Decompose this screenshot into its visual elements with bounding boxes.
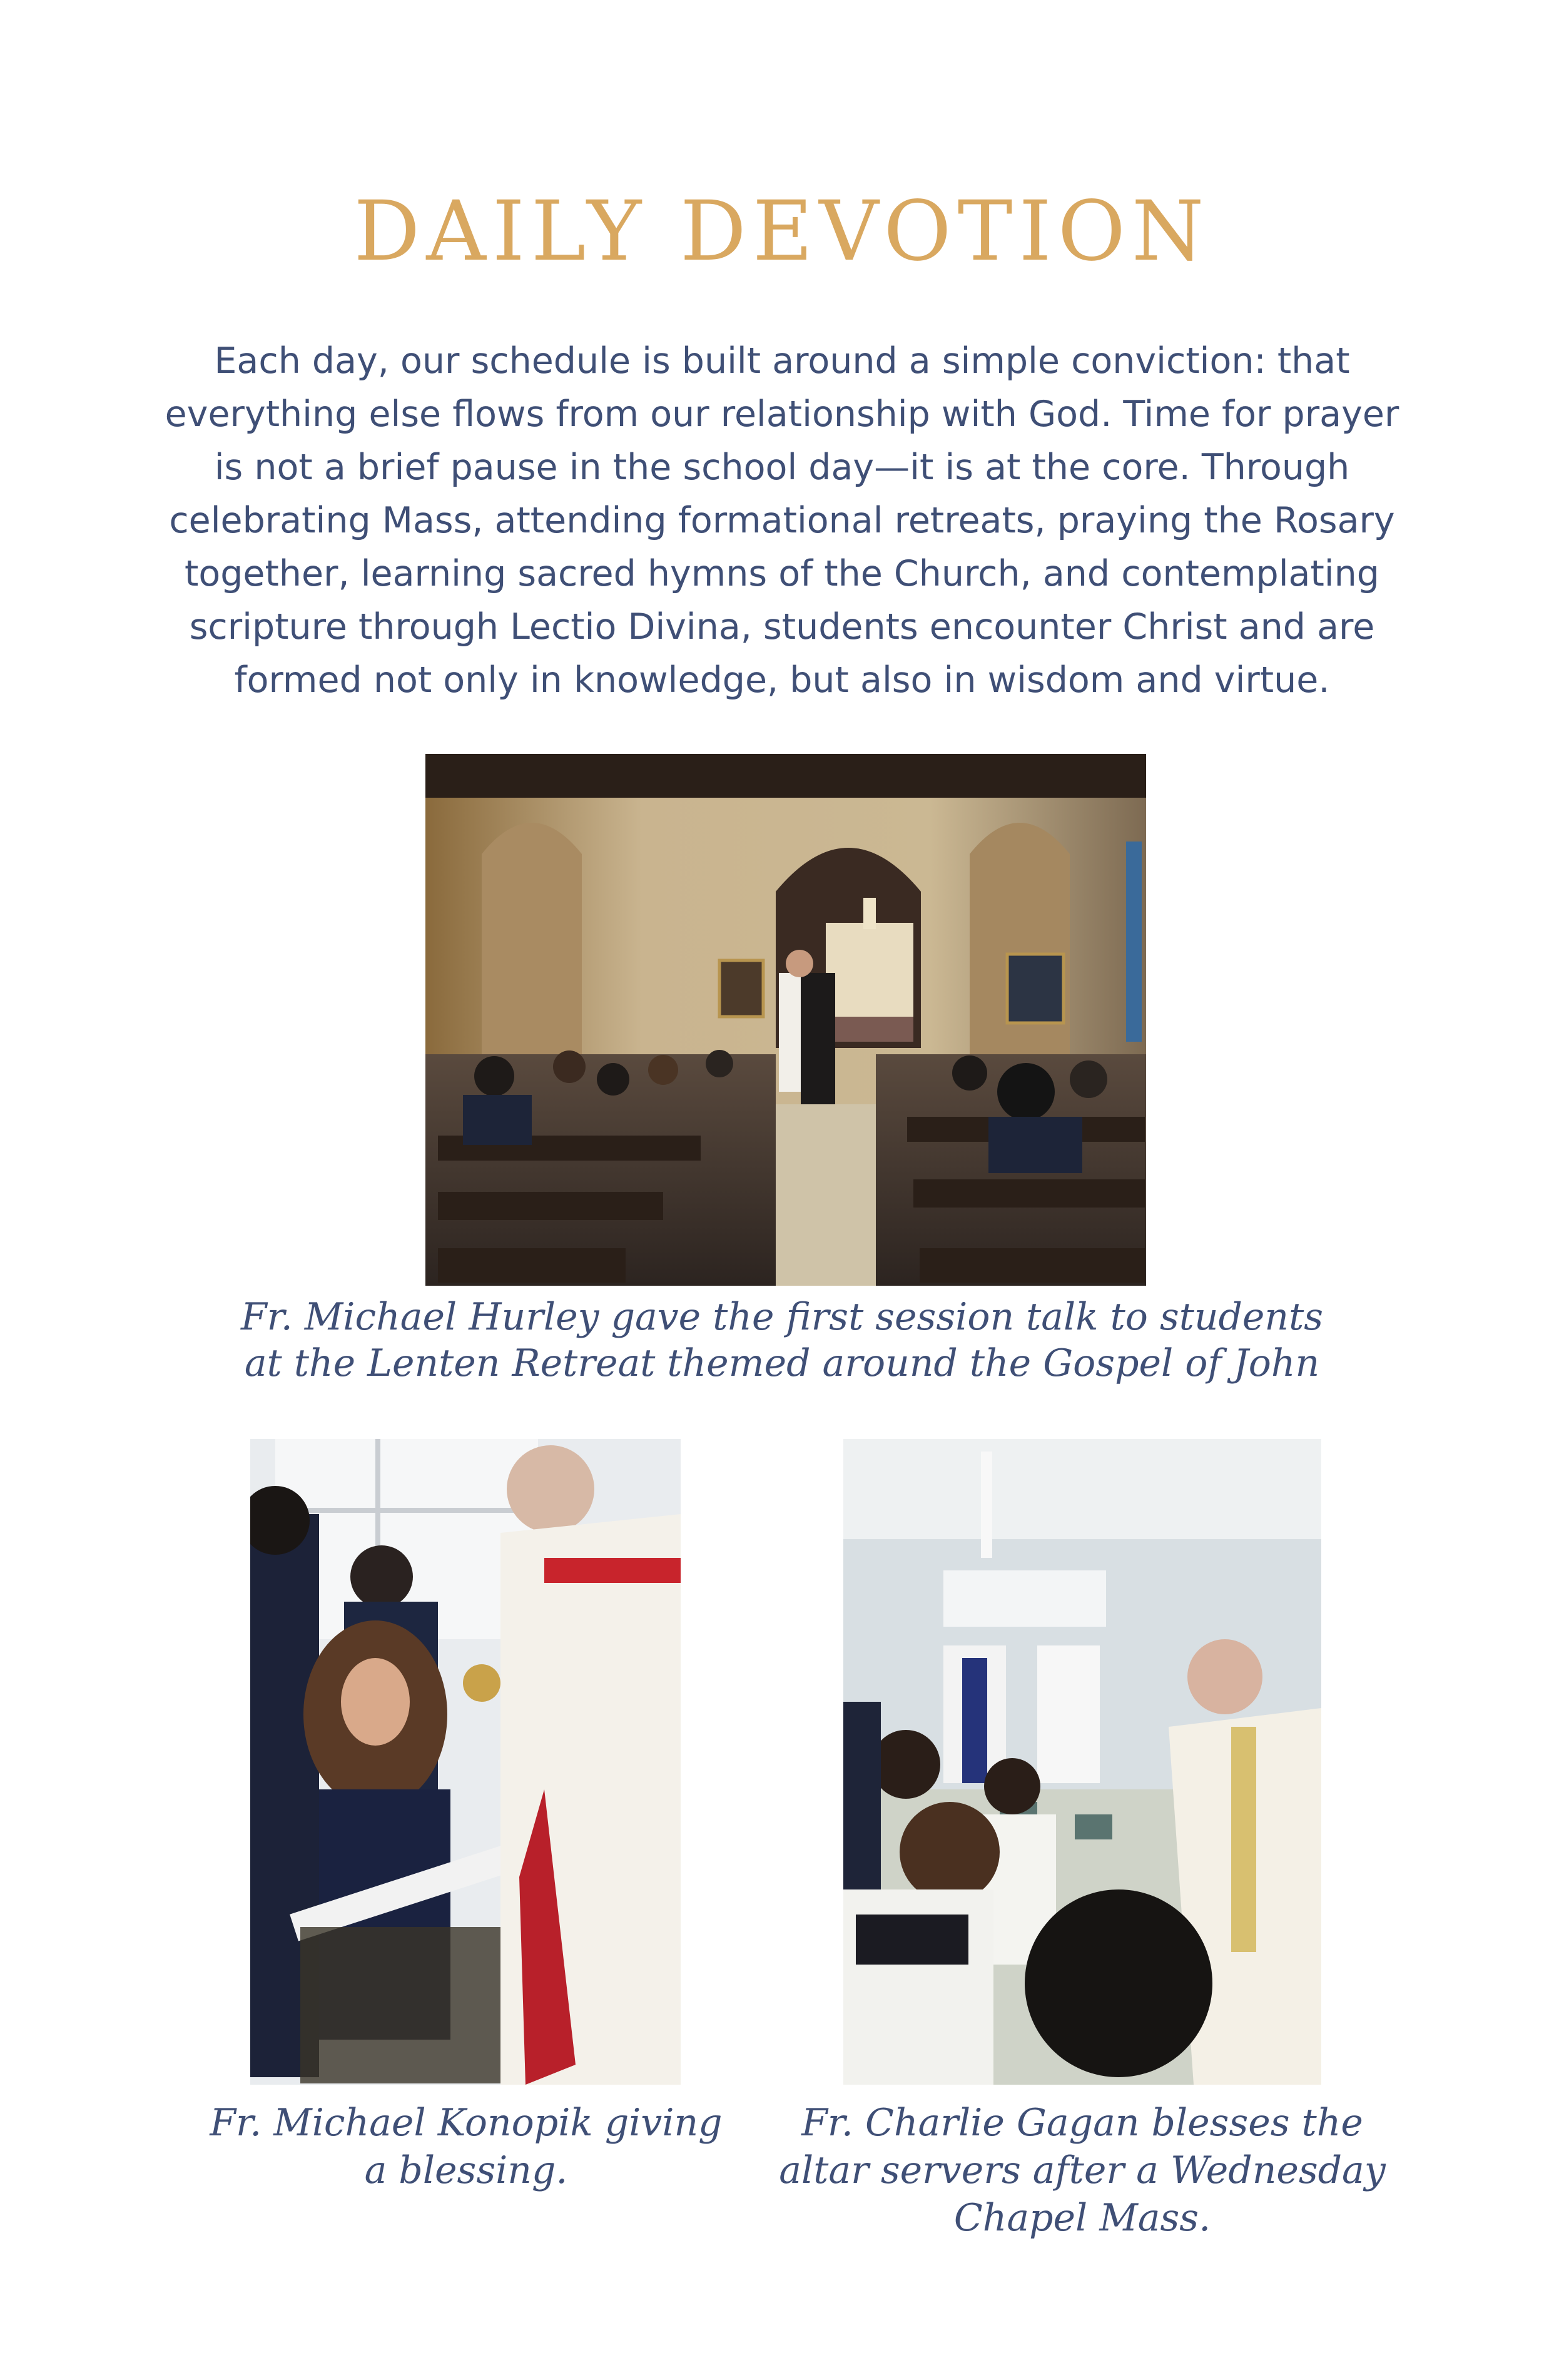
altar-servers-photo: [843, 1439, 1321, 2085]
page-title: DAILY DEVOTION: [353, 183, 1211, 280]
chapel-retreat-caption: Fr. Michael Hurley gave the first session talk to students at the Lenten Retreat themed around the Gospel of John: [241, 1295, 1323, 1385]
intro-paragraph: Each day, our schedule is built around a simple conviction: that everything else flows from our relationship with God. Time for prayer is not a brief pause in the school day—it is at the core. Through celebrating Mass, attending formational retreats, praying the Rosary together, learning sacred hymns of the Church, and contemplating scripture through Lectio Divina, students encounter Christ and are formed not only in knowledge, but also in wisdom and virtue.: [165, 340, 1399, 701]
blessing-caption: Fr. Michael Konopik giving a blessing.: [210, 2101, 723, 2192]
altar-servers-caption: Fr. Charlie Gagan blesses the altar servers after a Wednesday Chapel Mass.: [779, 2101, 1386, 2240]
chapel-retreat-photo: [425, 754, 1146, 1286]
blessing-photo: [250, 1439, 681, 2085]
